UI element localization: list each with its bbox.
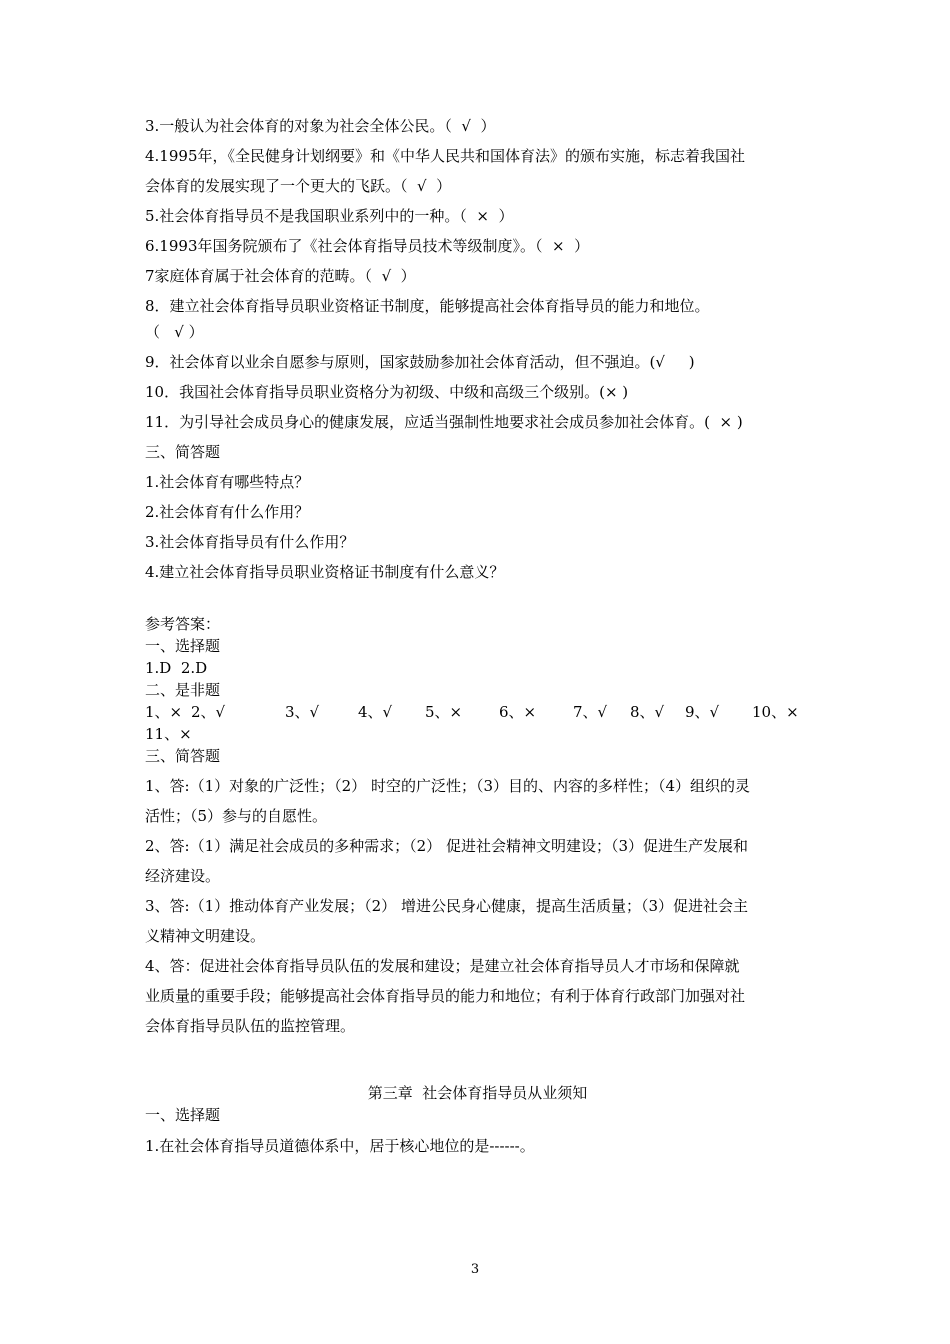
tf-item-3: 3.一般认为社会体育的对象为社会全体公民。（ √ ） xyxy=(145,117,496,135)
spacer xyxy=(145,1036,810,1068)
tf-item-4-line1: 4.1995年，《全民健身计划纲要》和《中华人民共和国体育法》的颁布实施，标志着我国社 xyxy=(145,147,745,165)
tf-item-5: 5.社会体育指导员不是我国职业系列中的一种。（ × ） xyxy=(145,207,514,225)
tf-item-9: 9．社会体育以业余自愿参与原则，国家鼓励参加社会体育活动，但不强迫。(√ ) xyxy=(145,353,695,371)
sa-answer-4-line3: 会体育指导员队伍的监控管理。 xyxy=(145,1017,356,1035)
short-answer-q3: 3.社会体育指导员有什么作用？ xyxy=(145,533,355,551)
sa-answer-3-line2: 义精神文明建设。 xyxy=(145,927,266,945)
tf-answers-row xyxy=(145,702,810,722)
short-answer-q2: 2.社会体育有什么作用？ xyxy=(145,503,310,521)
sa-answers-heading: 三、简答题 xyxy=(145,747,221,765)
ch3-question-1: 1.在社会体育指导员道德体系中，居于核心地位的是------。 xyxy=(145,1137,535,1155)
tf-item-8-line1: 8．建立社会体育指导员职业资格证书制度，能够提高社会体育指导员的能力和地位。 xyxy=(145,297,710,315)
tf-item-6: 6.1993年国务院颁布了《社会体育指导员技术等级制度》。（ × ） xyxy=(145,237,590,255)
sa-answer-4-line2: 业质量的重要手段；能够提高社会体育指导员的能力和地位；有利于体育行政部门加强对社 xyxy=(145,987,746,1005)
tf-answer-11: 11、× xyxy=(145,725,192,743)
spacer xyxy=(145,582,810,614)
tf-item-8-line2: （ √ ） xyxy=(145,323,204,341)
sa-answer-1-line2: 活性；（5）参与的自愿性。 xyxy=(145,807,328,825)
chapter-title: 第三章 社会体育指导员从业须知 xyxy=(367,1084,588,1102)
short-answer-q1: 1.社会体育有哪些特点？ xyxy=(145,473,310,491)
tf-item-11: 11．为引导社会成员身心的健康发展，应适当强制性地要求社会成员参加社会体育。( × ) xyxy=(145,413,743,431)
tf-answer: 6、× xyxy=(499,703,537,721)
document-page xyxy=(145,116,810,1156)
tf-item-7: 7家庭体育属于社会体育的范畴。（ √ ） xyxy=(145,267,416,285)
tf-answer: 9、√ xyxy=(685,703,720,721)
tf-answer: 2、√ xyxy=(191,703,226,721)
tf-heading: 二、是非题 xyxy=(145,681,221,699)
tf-answer: 7、√ xyxy=(573,703,608,721)
choice-answers: 1.D 2.D xyxy=(145,659,208,677)
reference-answers-heading: 参考答案： xyxy=(145,615,221,633)
sa-answer-4-line1: 4、答：促进社会体育指导员队伍的发展和建设；是建立社会体育指导员人才市场和保障就 xyxy=(145,957,740,975)
tf-item-10: 10．我国社会体育指导员职业资格分为初级、中级和高级三个级别。(× ) xyxy=(145,383,629,401)
tf-answer: 8、√ xyxy=(630,703,665,721)
short-answer-q4: 4.建立社会体育指导员职业资格证书制度有什么意义？ xyxy=(145,563,505,581)
sa-answer-1-line1: 1、答:（1）对象的广泛性；（2） 时空的广泛性；（3）目的、内容的多样性；（4）组织的灵 xyxy=(145,777,751,795)
tf-answer: 1、× xyxy=(145,703,183,721)
tf-item-4-line2: 会体育的发展实现了一个更大的飞跃。（ √ ） xyxy=(145,177,452,195)
sa-answer-2-line2: 经济建设。 xyxy=(145,867,221,885)
ch3-choice-heading: 一、选择题 xyxy=(145,1106,221,1124)
tf-answer: 10、× xyxy=(752,703,799,721)
tf-answer: 3、√ xyxy=(285,703,320,721)
choice-heading: 一、选择题 xyxy=(145,637,221,655)
tf-answer: 4、√ xyxy=(358,703,393,721)
tf-answer: 5、× xyxy=(425,703,463,721)
short-answer-heading: 三、简答题 xyxy=(145,443,221,461)
sa-answer-2-line1: 2、答:（1）满足社会成员的多种需求；（2） 促进社会精神文明建设；（3）促进生产发展和 xyxy=(145,837,748,855)
sa-answer-3-line1: 3、答:（1）推动体育产业发展；（2） 增进公民身心健康，提高生活质量；（3）促进社会主 xyxy=(145,897,748,915)
page-number: 3 xyxy=(470,1262,480,1277)
